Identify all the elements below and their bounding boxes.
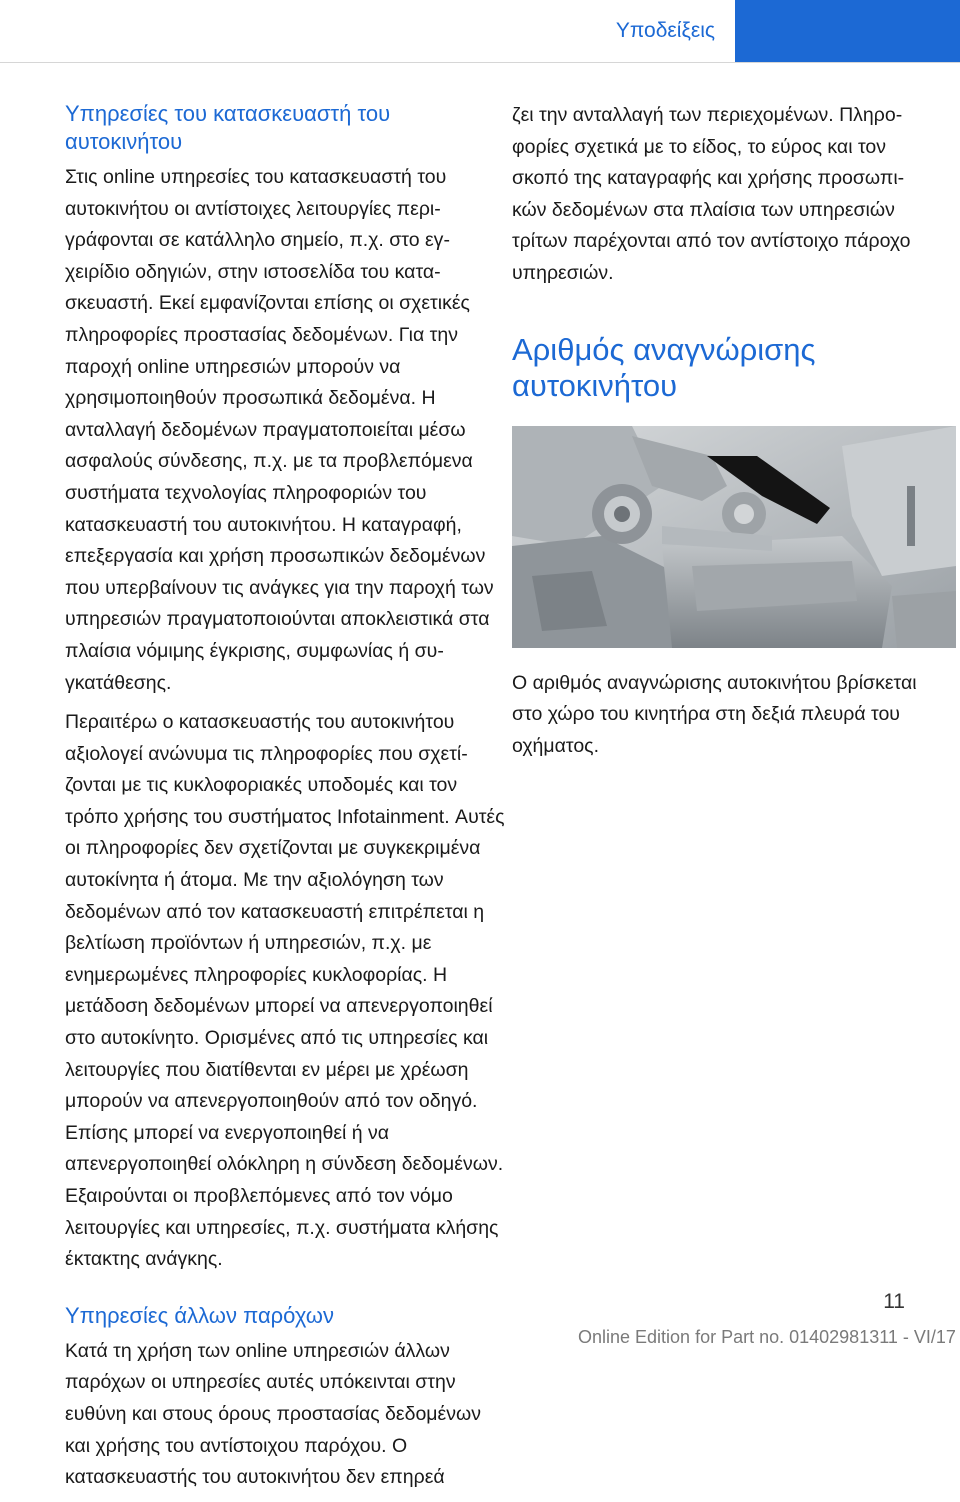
paragraph-anonymous-evaluation: Περαιτέρω ο κατασκευαστής του αυτοκινήτου αξιολογεί ανώνυμα τις πληροφορίες που σχετίζονται με τις κυκλοφοριακές υποδομές και τον τρόπο χρήσης του συστήματος Infotainment. Αυτές οι πληροφορίες δεν σχετίζονται με συγκεκριμένα αυτοκίνητα ή άτομα. Με την αξιολόγηση των δεδομένων από τον κατασκευαστή επιτρέπεται η βελτίωση προϊόντων ή υπηρεσιών, π.χ. με ενημερωμένες πληροφορίες κυκλοφορίας. Η μετάδοση δεδομένων μπορεί να απενεργοποιηθεί στο αυτοκίνητο. Ορισμένες από τις υπηρεσίες και λειτουργίες που διατίθενται εν μέρει με χρέωση μπορούν να απενεργοποιηθούν από τον οδηγό. Επίσης μπορεί να ενεργοποιηθεί ή να απενεργοποιηθεί ολόκληρη η σύνδεση δεδομένων. Εξαιρούνται οι προβλεπόμενες από τον νόμο λειτουργίες και υπηρεσίες, π.χ. συστήματα κλήσης έκτακτης ανάγκης. xyxy=(65,711,505,1271)
header-divider xyxy=(0,62,960,63)
left-column xyxy=(65,100,505,1502)
paragraph-online-services: Στις online υπηρεσίες του κατασκευαστή του αυτοκινήτου οι αντίστοιχες λειτουργίες περιγράφονται σε κατάλληλο σημείο, π.χ. στο εγχειρίδιο οδηγιών, στην ιστοσελίδα του κατασκευαστή. Εκεί εμφανίζονται επίσης οι σχετικές πληροφορίες προστασίας δεδομένων. Για την παροχή online υπηρεσιών μπορούν να χρησιμοποιηθούν προσωπικά δεδομένα. Η ανταλλαγή δεδομένων πραγματοποιείται μέσω ασφαλούς σύνδεσης, π.χ. με τα προβλεπόμενα συστήματα τεχνολογίας πληροφοριών του κατασκευαστή του αυτοκινήτου. Η καταγραφή, επεξεργασία και χρήση προσωπικών δεδομένων που υπερβαίνουν τις ανάγκες για την παροχή των υπηρεσιών πραγματοποιούνται αποκλειστικά στα πλαίσια νόμιμης έγκρισης, συμφωνίας ή συγκατάθεσης. xyxy=(65,166,494,694)
heading-third-party-services: Υπηρεσίες άλλων παρόχων xyxy=(65,1302,334,1328)
edition-footer: Online Edition for Part no. 01402981311 - VI/17 xyxy=(578,1327,956,1347)
right-column xyxy=(512,100,932,770)
engine-bay-illustration xyxy=(512,426,956,648)
heading-vehicle-identification: Αριθμός αναγνώρισης αυτοκινήτου xyxy=(512,331,816,403)
paragraph-third-party: Κατά τη χρήση των online υπηρεσιών άλλων παρόχων οι υπηρεσίες αυτές υπόκεινται στην ευθύνη και στους όρους προστασίας δεδομένων και χρήσης του αντίστοιχου παρόχου. Ο κατασκευαστής του αυτοκινήτου δεν επηρεά xyxy=(65,1339,481,1489)
section-label: Υποδείξεις xyxy=(615,19,715,42)
heading-manufacturer-services: Υπηρεσίες του κατασκευαστή του αυτοκινήτου xyxy=(65,101,391,154)
page-number: 11 xyxy=(883,1290,905,1313)
paragraph-continued: ζει την ανταλλαγή των περιεχομένων. Πληροφορίες σχετικά με το είδος, το εύρος και τον σκοπό της καταγραφής και χρήσης προσωπικών δεδομένων στα πλαίσια των υπηρεσιών τρίτων παρέχονται από τον αντίστοιχο πάροχο υπηρεσιών. xyxy=(512,104,911,284)
photo-caption: Ο αριθμός αναγνώρισης αυτοκινήτου βρίσκεται στο χώρο του κινητήρα στη δεξιά πλευρά του οχήματος. xyxy=(512,671,917,757)
header-accent-block xyxy=(735,0,960,62)
engine-bay-photo xyxy=(512,426,956,648)
